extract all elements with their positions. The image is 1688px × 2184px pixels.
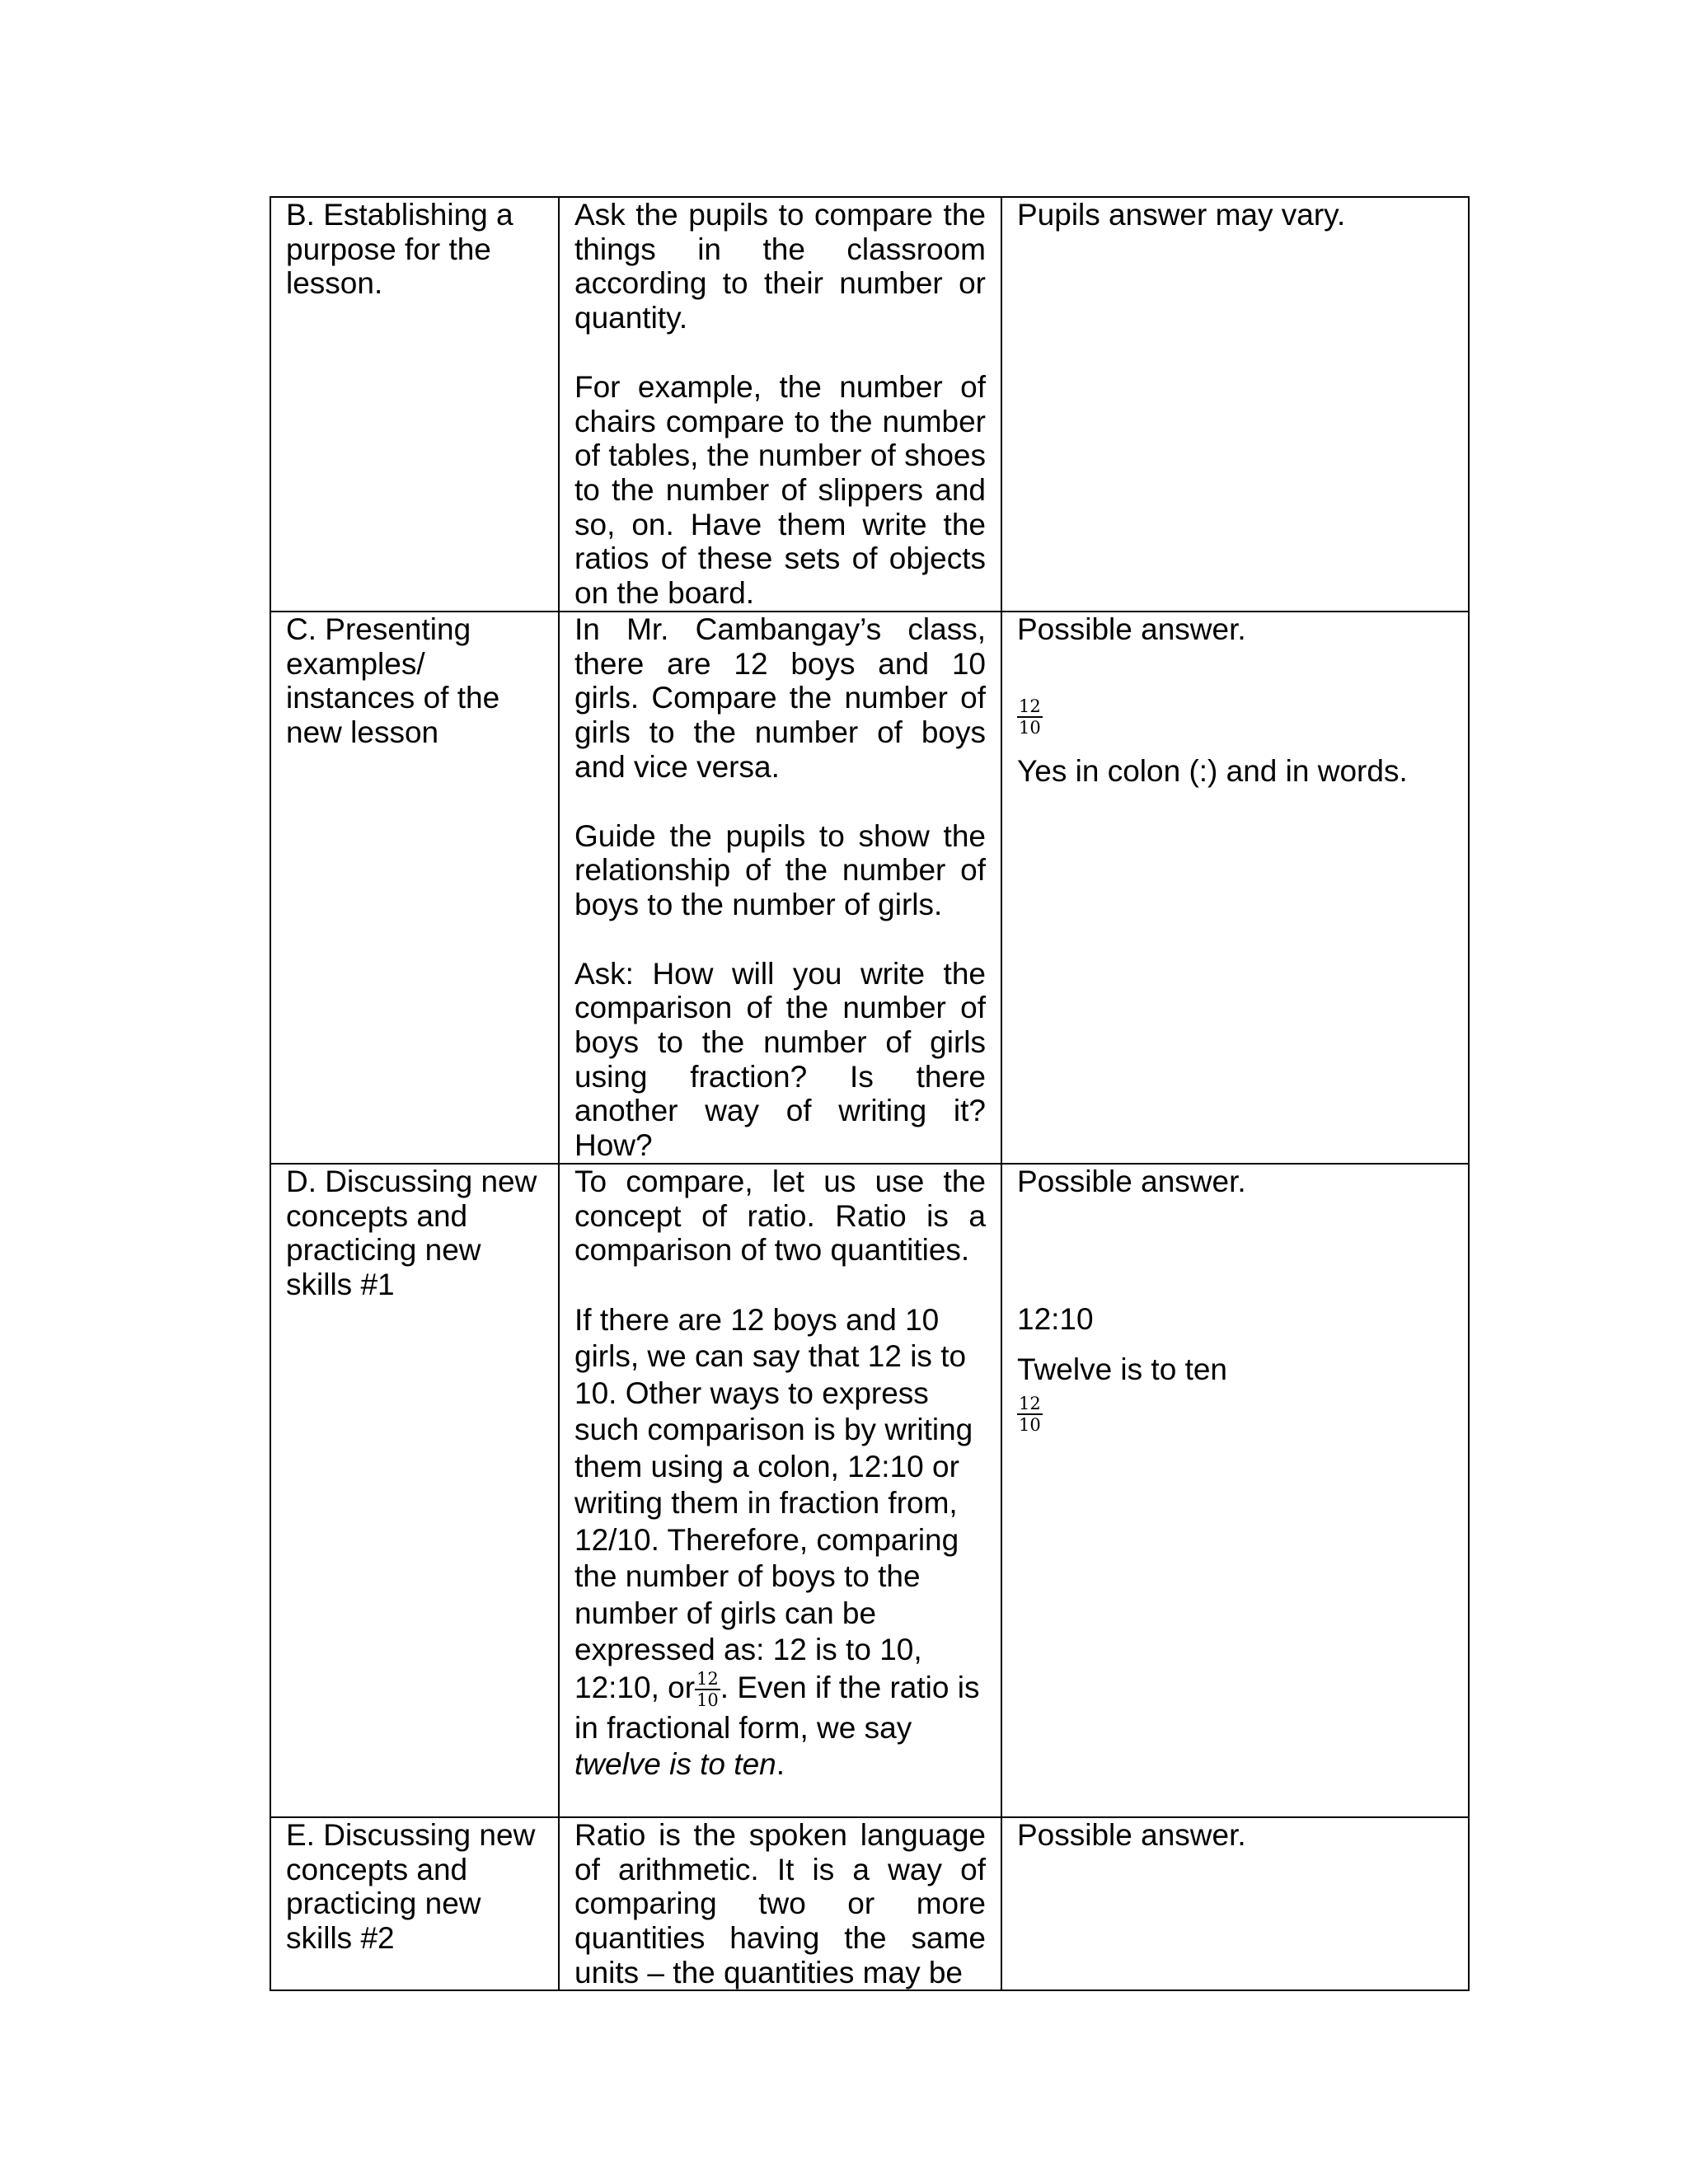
teacher-text-part: If there are 12 boys and 10 girls, we can say that 12 is to 10. Other ways to express such comparison is by writing them using a colon, 12:10 or writing them in fraction from, 12/10. Therefore, comparing the number of boys to the number of girls can be expressed as: 12 is to 10, 12:10, or bbox=[574, 1302, 973, 1704]
procedure-label: C. Presenting examples/ instances of the new lesson bbox=[286, 612, 500, 750]
pupil-answer-colon: 12:10 bbox=[1017, 1301, 1094, 1336]
procedure-label-cell bbox=[270, 1164, 559, 1817]
fraction-denominator: 10 bbox=[1019, 1414, 1041, 1435]
teacher-activity-text: Ask: How will you write the comparison of the number of boys to the number of girls using fraction? Is there another way of writing it? How? bbox=[574, 956, 986, 1163]
procedure-label: B. Establishing a purpose for the lesson. bbox=[286, 198, 513, 301]
fraction-numerator: 12 bbox=[1019, 696, 1041, 716]
teacher-text-part: . bbox=[776, 1747, 785, 1782]
pupil-activity-cell bbox=[1001, 612, 1469, 1164]
teacher-activity-cell bbox=[559, 197, 1001, 612]
teacher-activity-text: In Mr. Cambangay’s class, there are 12 boys and 10 girls. Compare the number of girls to the number of boys and vice versa. bbox=[574, 612, 986, 784]
teacher-activity-text: For example, the number of chairs compare to the number of tables, the number of shoes to the number of slippers and so, on. Have them write the ratios of these sets of objects on the board. bbox=[574, 369, 986, 611]
teacher-text-italic: twelve is to ten bbox=[574, 1747, 776, 1782]
pupil-answer-text: Possible answer. bbox=[1017, 1817, 1246, 1852]
teacher-activity-cell bbox=[559, 612, 1001, 1164]
teacher-activity-text bbox=[574, 1302, 986, 1783]
pupil-answer-intro: Possible answer. bbox=[1017, 612, 1246, 646]
teacher-activity-text: Guide the pupils to show the relationship of the number of boys to the number of girls. bbox=[574, 818, 986, 921]
table-row bbox=[270, 1164, 1469, 1817]
pupil-answer-note: Yes in colon (:) and in words. bbox=[1017, 753, 1408, 788]
pupil-activity-cell bbox=[1001, 1164, 1469, 1817]
teacher-activity-text: Ask the pupils to compare the things in the classroom according to their number or quantity. bbox=[574, 198, 986, 335]
teacher-text-part: . Even if the ratio is in fractional form, we say bbox=[574, 1670, 980, 1745]
fraction bbox=[1017, 1394, 1043, 1435]
fraction-numerator: 12 bbox=[1019, 1393, 1041, 1413]
pupil-answer-words: Twelve is to ten bbox=[1017, 1352, 1228, 1387]
fraction-numerator: 12 bbox=[696, 1668, 719, 1689]
pupil-activity-cell bbox=[1001, 197, 1469, 612]
lesson-plan-table bbox=[270, 196, 1470, 1991]
table-row bbox=[270, 612, 1469, 1164]
table-row bbox=[270, 1817, 1469, 1991]
fraction bbox=[695, 1669, 720, 1710]
pupil-activity-cell bbox=[1001, 1817, 1469, 1991]
pupil-answer-intro: Possible answer. bbox=[1017, 1164, 1246, 1198]
procedure-label: D. Discussing new concepts and practicing new skills #1 bbox=[286, 1164, 537, 1301]
procedure-label: E. Discussing new concepts and practicing new skills #2 bbox=[286, 1817, 536, 1955]
teacher-activity-cell bbox=[559, 1164, 1001, 1817]
teacher-activity-text: Ratio is the spoken language of arithmetic. It is a way of comparing two or more quantities having the same units – the quantities may be bbox=[574, 1817, 986, 1990]
procedure-label-cell bbox=[270, 1817, 559, 1991]
pupil-answer-text: Pupils answer may vary. bbox=[1017, 198, 1346, 232]
teacher-activity-text: To compare, let us use the concept of ratio. Ratio is a comparison of two quantities. bbox=[574, 1164, 986, 1268]
fraction bbox=[1017, 696, 1043, 738]
procedure-label-cell bbox=[270, 612, 559, 1164]
procedure-label-cell bbox=[270, 197, 559, 612]
fraction-denominator: 10 bbox=[696, 1690, 719, 1710]
table-row bbox=[270, 197, 1469, 612]
teacher-activity-cell bbox=[559, 1817, 1001, 1991]
fraction-denominator: 10 bbox=[1019, 717, 1041, 738]
